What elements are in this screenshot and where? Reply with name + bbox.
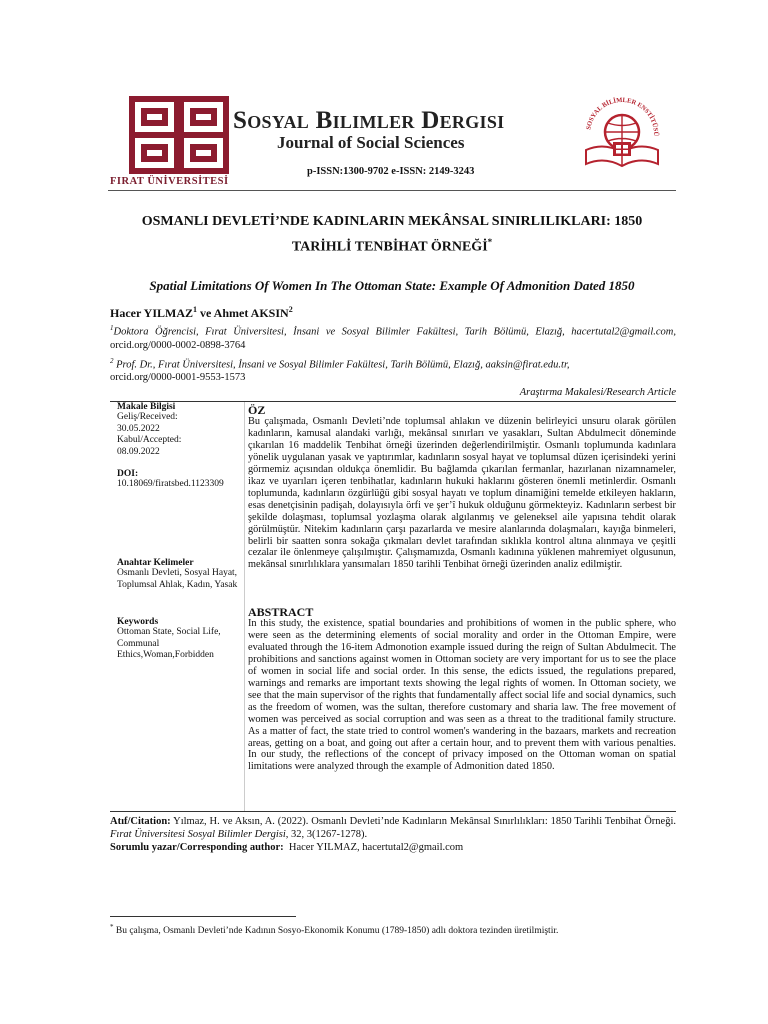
orcid-2[interactable]: orcid.org/0000-0001-9553-1573	[110, 372, 246, 383]
citation	[110, 815, 676, 841]
author-2: Ahmet AKSIN	[213, 306, 289, 320]
issn-line: p-ISSN:1300-9702 e-ISSN: 2149-3243	[307, 166, 475, 177]
header-divider	[108, 190, 676, 191]
citation-text-2: , 32, 3(1267-1278).	[285, 829, 368, 840]
accepted-date: 08.09.2022	[117, 446, 160, 457]
affiliation-2-sup: 2	[110, 356, 114, 365]
orcid-1[interactable]: orcid.org/0000-0002-0898-3764	[110, 339, 246, 351]
article-type: Araştırma Makalesi/Research Article	[519, 387, 676, 398]
university-logo	[129, 96, 229, 174]
doi-label: DOI:	[117, 469, 139, 479]
citation-journal: Fırat Üniversitesi Sosyal Bilimler Dergisi	[110, 829, 286, 840]
abstract-text: In this study, the existence, spatial boundaries and prohibitions of women in the public sphere, who were seen as the determining elements of social morality and order in the Ottoman Empire, were evaluated through the 16-item Admonotion example issued during the reign of Sultan Abdulmecit. The prohibitions and sanctions against women in Ottoman society are very important for us to see the place of women in social life and social order. In this sense, the edicts issued, the regulations prepared, warnings and remarks are important texts showing the legal rights of women. In Ottoman society, we see that the main supervisor of the rights that fundamentally affect social life and social dynamics, such as the freedom of women, was the sultan, therefore customary and sharia law. The free movement of women was perceived as social corruption and was seen as a threat to the traditional family structure. As a matter of fact, the state tried to control women's wandering in the bazaars, markets and recreation areas, getting on a boat, and going out after a certain hour, and to prevent them with various penalties. In our study, the reflections of the concept of privacy imposed on the Ottoman woman on spatial limitations were analyzed through the example of Admonition dated 1850.	[248, 618, 676, 773]
oz-heading: ÖZ	[248, 403, 266, 417]
abstract-table-bottom-rule	[110, 811, 676, 812]
footnote-mark: *	[110, 923, 114, 931]
journal-title-en: Journal of Social Sciences	[277, 133, 465, 152]
author-2-sup: 2	[288, 305, 293, 314]
author-conjunction: ve	[197, 306, 214, 320]
doi-link[interactable]: 10.18069/firatsbed.1123309	[117, 479, 224, 489]
oz-text: Bu çalışmada, Osmanlı Devleti’nde toplumsal ahlakın ve düzenin belirleyici unsuru olarak görülen kadınların, kamusal alandaki varlığı, mekânsal sınırları ve yasakları, Sultan Abdulmecit döneminde çıkarılan 16 maddelik Tenbihat örneği üzerinden değerlendirilmiştir. Osmanlı toplumunda kadınlara yönelik uygulanan yasak ve yaptırımlar, kadınların sosyal hayat ve toplumsal düzen içerisindeki yerini görmemiz açısından oldukça önemlidir. Bu bağlamda çıkarılan fermanlar, hazırlanan nizamnameler, ikaz ve uyarıları içeren tenbihatlar, kadınların hukuki haklarını gösteren önemli metinlerdir. Osmanlı toplumunda, kadınların özgürlüğü gibi sosyal hayatı ve toplum dinamiğini temelde etkileyen hakların, esas denetçisinin padişah, dolayısıyla örfi ve şer’î hukuk olduğunu görmekteyiz. Kadınların serbest bir şekilde dolaşması, toplumsal yozlaşma olarak algılanmış ve geleneksel aile yapısına tehdit olarak görülmüştür. Nitekim kadınların çarşı pazarlarda ve mesire alanlarında dolaşmaları, kayığa binmeleri, belirli bir saatten sonra sokağa çıkmaları devlet tarafından sıklıkla kontrol altına alınmaya ve çeşitli cezalar ile önlenmeye çalışılmıştır. Çalışmamızda, Osmanlı kadınına yüklenen mahremiyet olgusunun, mekânsal sınırlılıklara yansımaları 1850 tarihli Tenbihat örneği üzerinden analiz edilmiştir.	[248, 416, 676, 571]
journal-title-tr	[233, 107, 504, 135]
article-info	[117, 402, 241, 458]
author-1: Hacer YILMAZ	[110, 306, 193, 320]
affiliation-1-sup: 1	[110, 324, 114, 332]
author-1-sup: 1	[193, 305, 197, 314]
footnote	[110, 923, 676, 936]
received-label: Geliş/Received:	[117, 412, 178, 422]
title-line-1: OSMANLI DEVLETİ’NDE KADINLARIN MEKÂNSAL SINIRLILIKLARI: 1850	[141, 214, 643, 229]
keywords-en-block	[117, 617, 241, 662]
article-info-heading: Makale Bilgisi	[117, 402, 176, 412]
affiliation-2-text: Prof. Dr., Fırat Üniversitesi, İnsani ve Sosyal Bilimler Fakültesi, Tarih Bölümü, Elazığ, aaksin@firat.edu.tr,	[113, 359, 570, 370]
accepted-label: Kabul/Accepted:	[117, 435, 182, 445]
corresponding-label: Sorumlu yazar/Corresponding author:	[110, 842, 284, 853]
keywords-tr-block	[117, 558, 241, 591]
author-line	[110, 305, 293, 321]
affiliation-1	[110, 322, 676, 352]
journal-title-tr-text: Sosyal Bilimler Dergisi	[233, 107, 505, 134]
abstract-table-column-divider	[244, 402, 245, 811]
footnote-divider	[110, 916, 296, 917]
affiliation-1-text: Doktora Öğrencisi, Fırat Üniversitesi, İnsani ve Sosyal Bilimler Fakültesi, Tarih Bölümü, Elazığ, hacertutal2@gmail.com,	[113, 326, 676, 338]
article-title-en: Spatial Limitations Of Women In The Ottoman State: Example Of Admonition Dated 1850	[149, 278, 635, 293]
title-footnote-mark: *	[487, 237, 493, 247]
citation-label: Atıf/Citation:	[110, 816, 171, 827]
received-date: 30.05.2022	[117, 423, 160, 434]
corresponding-text: Hacer YILMAZ, hacertutal2@gmail.com	[283, 842, 464, 853]
corresponding-author	[110, 842, 676, 853]
affiliations	[110, 322, 676, 384]
keywords-en-label: Keywords	[117, 617, 159, 627]
seal-text: SOSYAL BİLİMLER ENSTİTÜSÜ	[585, 96, 660, 137]
affiliation-2	[110, 355, 676, 385]
title-line-2	[108, 232, 676, 258]
keywords-tr: Osmanlı Devleti, Sosyal Hayat, Toplumsal Ahlak, Kadın, Yasak	[117, 568, 238, 590]
institute-seal-logo	[572, 84, 672, 184]
title-line-2-text: TARİHLİ TENBİHAT ÖRNEĞİ	[291, 239, 488, 255]
article-title-tr	[108, 212, 676, 258]
citation-text-1: Yılmaz, H. ve Aksın, A. (2022). Osmanlı Devleti’nde Kadınların Mekânsal Sınırlılıkları: 1850 Tarihli Tenbihat Örneği.	[170, 816, 676, 827]
abstract-heading: ABSTRACT	[248, 605, 314, 619]
doi-block	[117, 469, 241, 491]
footnote-text: Bu çalışma, Osmanlı Devleti’nde Kadının Sosyo-Ekonomik Konumu (1789-1850) adlı doktora tezinden üretilmiştir.	[113, 926, 559, 937]
keywords-tr-label: Anahtar Kelimeler	[117, 558, 194, 568]
university-name: FIRAT ÜNİVERSİTESİ	[110, 176, 229, 187]
keywords-en: Ottoman State, Social Life, Communal Ethics,Woman,Forbidden	[117, 627, 221, 660]
